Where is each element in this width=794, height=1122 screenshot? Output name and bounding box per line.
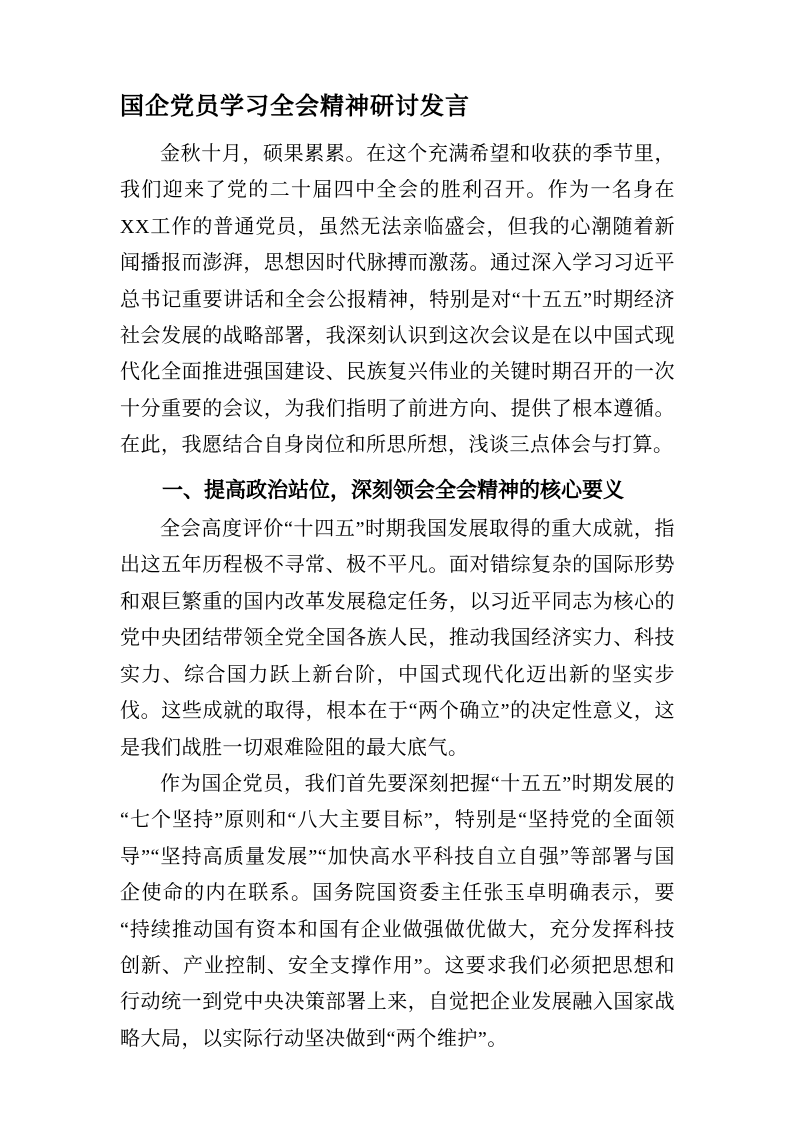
- section-1-heading: 一、提高政治站位，深刻领会全会精神的核心要义: [162, 478, 624, 502]
- section-1-paragraph-1: 全会高度评价“十四五”时期我国发展取得的重大成就，指出这五年历程极不寻常、极不平凡。面对错综复杂的国际形势和艰巨繁重的国内改革发展稳定任务，以习近平同志为核心的党中央团结带领全党全国各族人民，推动我国经济实力、科技实力、综合国力跃上新台阶，中国式现代化迈出新的坚实步伐。这些成就的取得，根本在于“两个确立”的决定性意义，这是我们战胜一切艰难险阻的最大底气。: [120, 518, 675, 759]
- document-title: 国企党员学习全会精神研讨发言: [120, 94, 470, 120]
- section-1-paragraph-2: 作为国企党员，我们首先要深刻把握“十五五”时期发展的“七个坚持”原则和“八大主要目标”，特别是“坚持党的全面领导”“坚持高质量发展”“加快高水平科技自立自强”等部署与国企使命的内在联系。国务院国资委主任张玉卓明确表示，要“持续推动国有资本和国有企业做强做优做大，充分发挥科技创新、产业控制、安全支撑作用”。这要求我们必须把思想和行动统一到党中央决策部署上来，自觉把企业发展融入国家战略大局，以实际行动坚决做到“两个维护”。: [120, 772, 675, 1050]
- intro-paragraph: 金秋十月，硕果累累。在这个充满希望和收获的季节里，我们迎来了党的二十届四中全会的胜利召开。作为一名身在XX工作的普通党员，虽然无法亲临盛会，但我的心潮随着新闻播报而澎湃，思想因时代脉搏而激荡。通过深入学习习近平总书记重要讲话和全会公报精神，特别是对“十五五”时期经济社会发展的战略部署，我深刻认识到这次会议是在以中国式现代化全面推进强国建设、民族复兴伟业的关键时期召开的一次十分重要的会议，为我们指明了前进方向、提供了根本遵循。在此，我愿结合自身岗位和所思所想，浅谈三点体会与打算。: [120, 143, 675, 457]
